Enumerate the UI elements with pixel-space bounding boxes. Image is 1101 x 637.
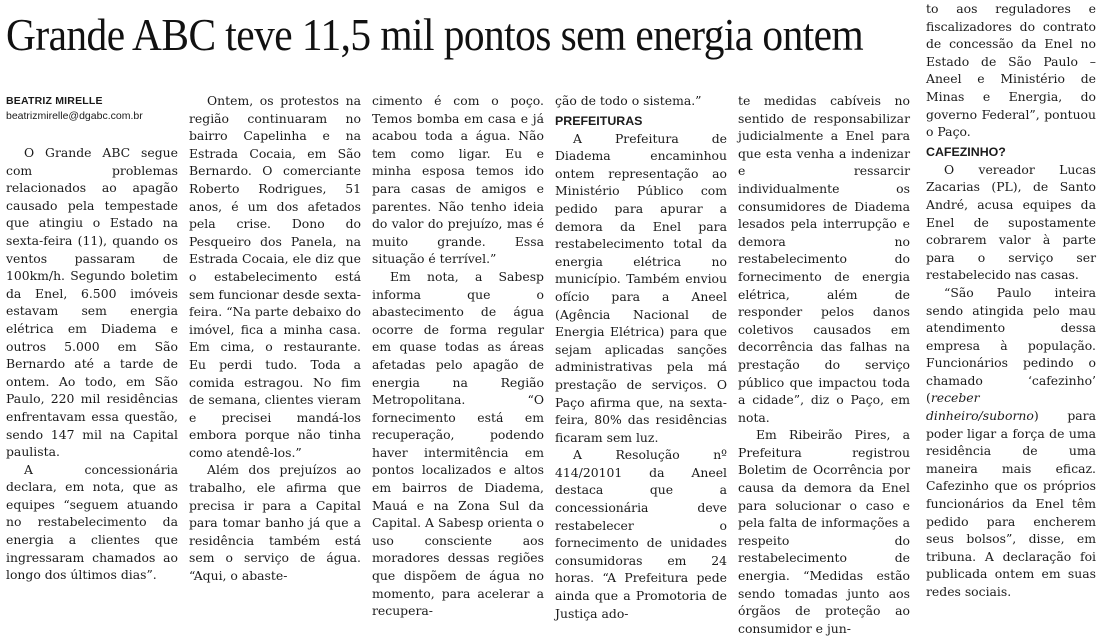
paragraph: A Prefeitura de Diadema encaminhou ontem representação ao Ministério Público com pedido para apurar a demora da Enel para restabelecimento total da energia elétrica no município. Também enviou ofício para a Aneel (Agência Nacional de Energia Elétrica) para que sejam aplicadas sanções administrativas pela má prestação de serviços. O Paço afirma que, na sexta-feira, 80% das residências ficaram sem luz. bbox=[555, 130, 727, 445]
paragraph: cimento é com o poço. Temos bomba em casa e já acabou toda a água. Não tem como ligar. Eu e minha esposa temos ido para casas de amigos e parentes. Não tenho ideia do valor do prejuízo, mas é muito grande. Essa situação é terrível.” bbox=[372, 93, 544, 267]
paragraph: A Resolução nº 414/20101 da Aneel destaca que a concessionária deve restabelecer o fornecimento de unidades consumidoras em 24 horas. “A Prefeitura pede ainda que a Promotoria de Justiça ado- bbox=[555, 447, 727, 621]
italic-aside: receber dinheiro/suborno bbox=[926, 390, 1034, 424]
headline: Grande ABC teve 11,5 mil pontos sem energia ontem bbox=[6, 10, 864, 60]
paragraph: Em Ribeirão Pires, a Prefeitura registrou Boletim de Ocorrência por causa da demora da Enel para solucionar o caso e pela falta de informações a respeito do restabelecimento de energia. “Medidas estão sendo tomadas junto aos órgãos de proteção ao consumidor e jun- bbox=[738, 427, 910, 636]
paragraph: to aos reguladores e fiscalizadores do contrato de concessão da Enel no Estado de São Paulo – Aneel e Ministério de Minas e Energia, do governo Federal”, pontuou o Paço. bbox=[926, 1, 1096, 140]
paragraph: Além dos prejuízos ao trabalho, ele afirma que precisa ir para a Capital para tomar banho já que a residência também está sem o serviço de água. “Aqui, o abaste- bbox=[189, 462, 361, 584]
article-column-4 bbox=[555, 92, 727, 621]
section-subhead: PREFEITURAS bbox=[555, 113, 643, 128]
article-column-5 bbox=[738, 92, 910, 636]
article-column-3 bbox=[372, 92, 544, 619]
byline-author: BEATRIZ MIRELLE bbox=[6, 95, 103, 107]
paragraph: Ontem, os protestos na região continuaram no bairro Capelinha e na Estrada Cocaia, em São Bernardo. O comerciante Roberto Rodrigues, 51 anos, é um dos afetados pela crise. Dono do Pesqueiro dos Panela, na Estrada Cocaia, ele diz que o estabelecimento está sem funcionar desde sexta-feira. “Na parte debaixo do imóvel, fica a minha casa. Em cima, o restaurante. Eu perdi tudo. Toda a comida estragou. No fim de semana, clientes vieram e precisei mandá-los embora porque não tinha como atendê-los.” bbox=[189, 93, 361, 460]
article-column-2 bbox=[189, 92, 361, 584]
paragraph bbox=[926, 284, 1096, 601]
paragraph: O Grande ABC segue com problemas relacionados ao apagão causado pela tempestade que atingiu o Estado na sexta-feira (11), quando os ventos passaram de 100km/h. Segundo boletim da Enel, 6.500 imóveis estavam sem energia elétrica em Diadema e outros 5.000 em São Bernardo até a tarde de ontem. Ao todo, em São Paulo, 220 mil residências enfrentavam essa questão, sendo 147 mil na Capital paulista. bbox=[6, 145, 178, 460]
article-column-6 bbox=[926, 0, 1096, 599]
paragraph: A concessionária declara, em nota, que as equipes “seguem atuando no restabelecimento da energia a clientes que ingressaram chamados ao longo dos últimos dias”. bbox=[6, 461, 178, 583]
article-column-1 bbox=[6, 92, 178, 583]
quote-text: “São Paulo inteira sendo atingida pelo mau atendimento dessa empresa à população. Funcionários pedindo o chamado ‘cafezinho’ ( bbox=[926, 284, 1096, 406]
paragraph: te medidas cabíveis no sentido de responsabilizar judicialmente a Enel para que esta venha a indenizar e ressarcir individualmente os consumidores de Diadema lesados pela interrupção e demora no restabelecimento do fornecimento de energia elétrica, além de responder pelos danos coletivos causados em decorrência das falhas na prestação do serviço público que impactou toda a cidade”, diz o Paço, em nota. bbox=[738, 93, 910, 425]
quote-text: ) para poder ligar a força de uma residência de uma maneira mais eficaz. Cafezinho que os próprios funcionários da Enel têm pedido para encherem seus bolsos”, disse, em tribuna. A declaração foi publicada ontem em suas redes sociais. bbox=[926, 408, 1096, 599]
section-subhead: CAFEZINHO? bbox=[926, 144, 1006, 159]
byline-email[interactable]: beatrizmirelle@dgabc.com.br bbox=[6, 110, 143, 122]
paragraph: ção de todo o sistema.” bbox=[555, 93, 702, 108]
paragraph: Em nota, a Sabesp informa que o abastecimento de água ocorre de forma regular em quase todas as áreas afetadas pelo apagão de energia na Região Metropolitana. “O fornecimento está em recuperação, podendo haver intermitência em pontos localizados e altos em bairros de Diadema, Mauá e na Zona Sul da Capital. A Sabesp orienta o uso consciente aos moradores dessas regiões que dispõem de água no momento, para acelerar a recupera- bbox=[372, 268, 544, 619]
paragraph: O vereador Lucas Zacarias (PL), de Santo André, acusa equipes da Enel de supostamente cobrarem valor à parte para o serviço ser restabelecido nas casas. bbox=[926, 161, 1096, 283]
